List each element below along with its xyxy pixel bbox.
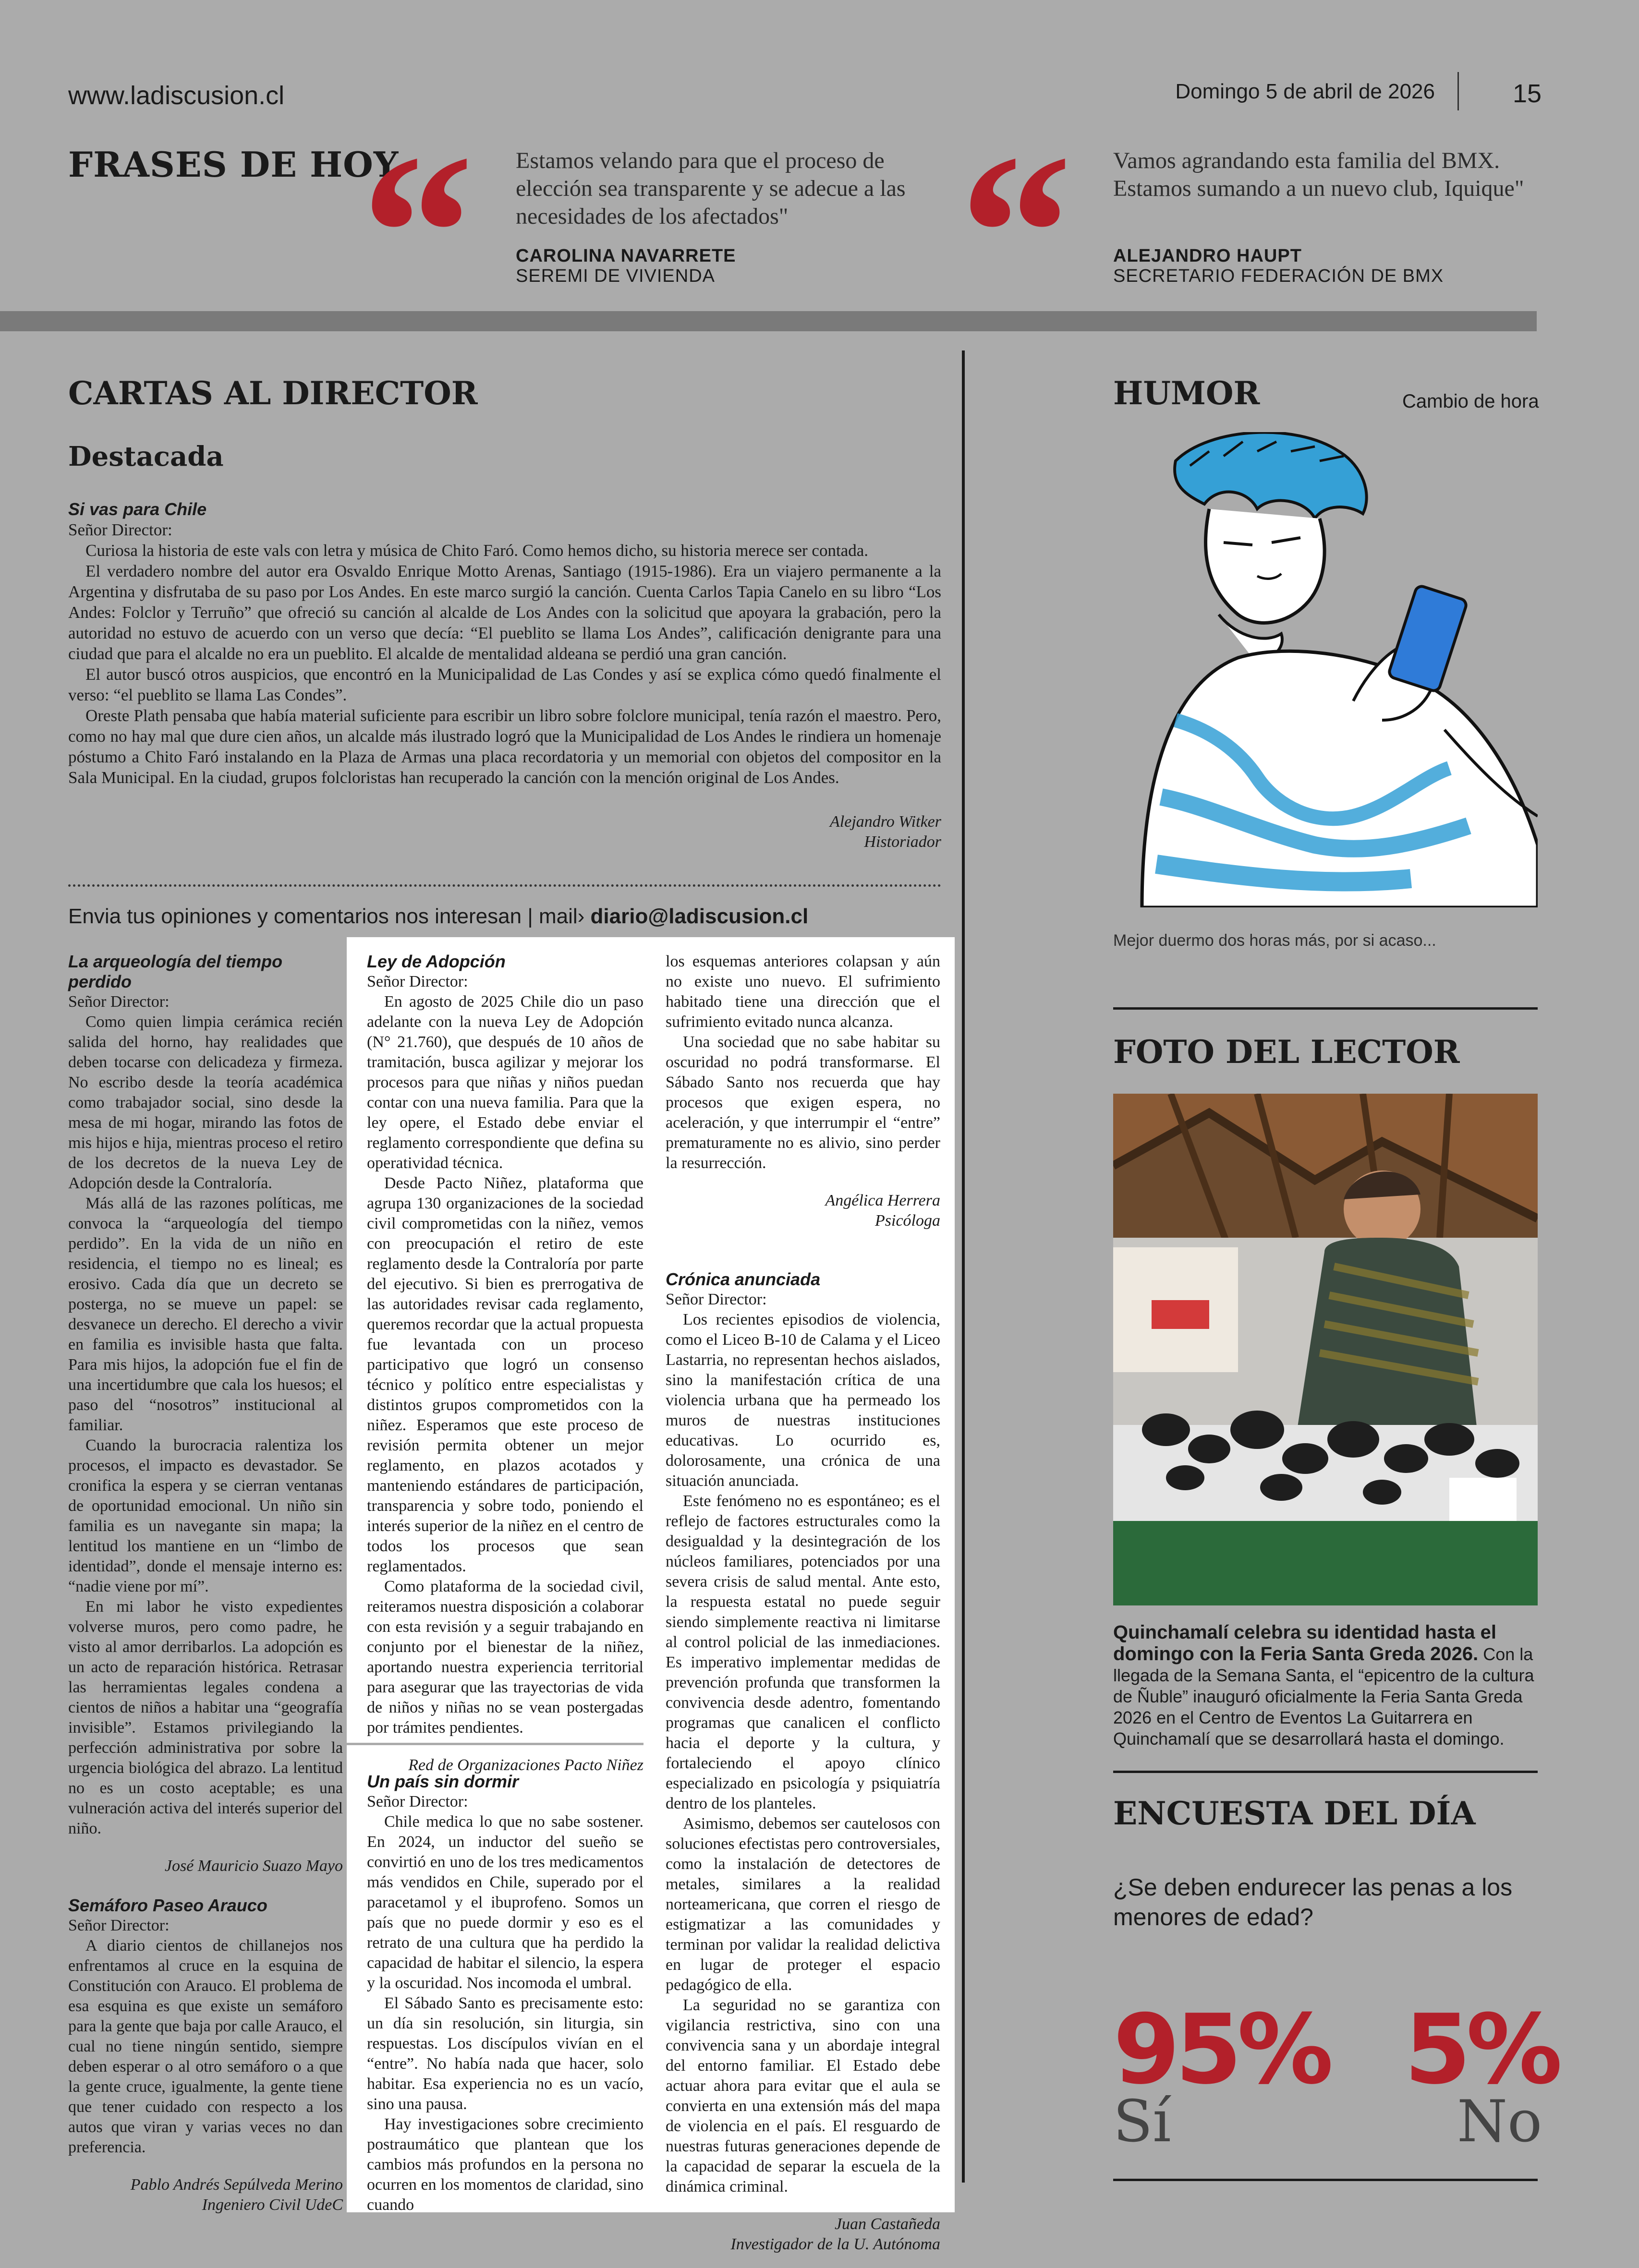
letter-salute: Señor Director: (367, 973, 468, 990)
humor-title: HUMOR (1113, 374, 1260, 412)
letter-paragraph: En mi labor he visto expedientes volverse muros, pero como padre, he visto al amor derribarlos. La adopción es un acto de reparación histórica. Retrasar las herramientas legales condena a cientos de niños a habitar una “geografía invisible”. Estamos privilegiando la perfección administrativa por sobre la urgencia biológica del abrazo. La lentitud no es un costo aceptable; es una vulneración activa del interés superior del niño. (68, 1598, 343, 1837)
letter-title: Si vas para Chile (68, 499, 207, 519)
letter-paragraph: El Sábado Santo es precisamente esto: un día sin resolución, sin liturgia, sin respuestas. Los discípulos vivían en el “entre”. No había nada que hacer, solo habitar. Esa experiencia no es un vacío, sino una pausa. (367, 1994, 643, 2113)
letter-salute: Señor Director: (367, 1793, 468, 1810)
quote-author-2: ALEJANDRO HAUPT (1113, 246, 1302, 266)
poll-no-label: No (1457, 2088, 1542, 2155)
letter-paragraph: Como quien limpia cerámica recién salida del horno, hay realidades que deben tocarse con delicadeza y firmeza. No escribo desde la teoría académica como trabajador social, sino desde la mesa de mi hogar, mirando las fotos de mis hijos e hija, mientras proceso el retiro de los decretos de la nueva Ley de Adopción desde la Contraloría. (68, 1013, 343, 1192)
letter-paragraph: La seguridad no se garantiza con vigilancia restrictiva, sino con una convivencia sana y un abordaje integral del entorno familiar. El Estado debe actuar ahora para evitar que el aula se convierta en una extensión más del mapa de violencia en el país. El resguardo de nuestras futuras generaciones depende de la capacidad de separar la escuela de la dinámica criminal. (666, 1996, 940, 2196)
letter-paragraph: A diario cientos de chillanejos nos enfrentamos al cruce en la esquina de Constitución con Arauco. El problema de esa esquina es que existe un semáforo para la gente que baja por calle Arauco, el cual no tiene ningún sentido, siempre deben esperar o al otro semáforo o a que la gente cruce, igualmente, la gente tiene que tener cuidado con respecto a los autos que viran y varias veces no dan preferencia. (68, 1937, 343, 2156)
humor-cartoon-image (1113, 432, 1538, 907)
letter-paragraph: Chile medica lo que no sabe sostener. En 2024, un inductor del sueño se convirtió en uno de los tres medicamentos más vendidos en Chile, superado por el paracetamol y el ibuprofeno. Somos un país que no puede dormir y eso es el retrato de una cultura que ha perdido la capacidad de habitar el silencio, la espera y la oscuridad. Nos incomoda el umbral. (367, 1813, 643, 1992)
letter-title: Semáforo Paseo Arauco (68, 1895, 267, 1915)
submit-text: Envia tus opiniones y comentarios nos interesan | mail› (68, 905, 585, 928)
poll-no-percent: 5% (1404, 1994, 1558, 2106)
encuesta-title: ENCUESTA DEL DÍA (1113, 1795, 1476, 1832)
box-divider (347, 1743, 643, 1745)
letter-paragraph: Una sociedad que no sabe habitar su oscuridad no podrá transformarse. El Sábado Santo nos recuerda que hay procesos que exigen espera, no aceleración, y que interrumpir el “entre” prematuramente no es alivio, sino perder la resurrección. (666, 1033, 940, 1172)
letter-signature: Angélica Herrera (825, 1192, 940, 1209)
featured-letter (68, 499, 941, 852)
letter-signature: Alejandro Witker (830, 813, 941, 831)
column-divider (962, 350, 965, 2183)
section-rule (1113, 1007, 1538, 1010)
letter-signature: José Mauricio Suazo Mayo (164, 1857, 343, 1875)
submit-opinions (68, 905, 808, 929)
letter-signature-role: Psicóloga (875, 1212, 940, 1230)
humor-caption: Mejor duermo dos horas más, por si acaso... (1113, 931, 1436, 950)
letter-paragraph: los esquemas anteriores colapsan y aún no existe uno nuevo. El sufrimiento habitado tiene una dirección que el sufrimiento evitado nunca alcanza. (666, 953, 940, 1031)
letter-paragraph: Desde Pacto Niñez, plataforma que agrupa 130 organizaciones de la sociedad civil comprometidas con la niñez, vemos con preocupación el retiro de este reglamento desde la Contraloría por parte del ejecutivo. Si bien es prerrogativa de las autoridades revisar cada reglamento, queremos recordar que la actual propuesta fue levantada con un proceso participativo que logró un consenso técnico y político entre especialistas y distintos grupos comprometidos con la niñez. Esperamos que este proceso de revisión permita obtener un mejor reglamento, en plazos acotados y manteniendo estándares de participación, transparencia y sobre todo, poniendo el interés superior de la niñez en el centro de todos los procesos que sean reglamentados. (367, 1174, 643, 1575)
section-rule (0, 311, 1537, 331)
issue-date: Domingo 5 de abril de 2026 (1175, 80, 1435, 103)
quote-role-2: SECRETARIO FEDERACIÓN DE BMX (1113, 266, 1444, 286)
letter-paragraph: Como plataforma de la sociedad civil, reiteramos nuestra disposición a colaborar con esta revisión y a seguir trabajando en conjunto por el bienestar de la niñez, aportando nuestra experiencia territorial para asegurar que las trayectorias de vida de niños y niñas no se vean postergadas por trámites pendientes. (367, 1578, 643, 1737)
quote-icon: “ (959, 120, 1072, 264)
foto-caption-headline: Quinchamalí celebra su identidad hasta el domingo con la Feria Santa Greda 2026. (1113, 1622, 1497, 1665)
letter-paragraph: Cuando la burocracia ralentiza los procesos, el impacto es devastador. Se cronifica la espera y se cierran ventanas de oportunidad emocional. Un niño sin familia es un navegante sin mapa; la lentitud los mantiene en un “limbo de identidad”, donde el mensaje interno es: “nadie viene por mí”. (68, 1436, 343, 1595)
letter-paragraph: El autor buscó otros auspicios, que encontró en la Municipalidad de Las Condes y así se explica cómo quedó finalmente el verso: “el pueblito se llama Las Condes”. (68, 665, 941, 704)
destacada-label: Destacada (68, 441, 224, 472)
quote-text-2: Vamos agrandando esta familia del BMX. Estamos sumando a un nuevo club, Iquique" (1113, 148, 1524, 201)
quote-icon: “ (361, 120, 474, 264)
letter-paragraph: En agosto de 2025 Chile dio un paso adelante con la nueva Ley de Adopción (N° 21.760), que después de 10 años de tramitación, busca agilizar y mejorar los procesos para que niñas y niños puedan contar con una nueva familia. Para que la ley opere, el Estado debe enviar el reglamento correspondiente que defina su operatividad técnica. (367, 993, 643, 1172)
submit-email-link[interactable]: diario@ladiscusion.cl (590, 905, 809, 928)
site-url[interactable]: www.ladiscusion.cl (68, 81, 285, 110)
letter-salute: Señor Director: (68, 520, 172, 539)
humor-subtitle: Cambio de hora (1402, 391, 1539, 412)
quote-text-1: Estamos velando para que el proceso de elección sea transparente y se adecue a las necesidades de los afectados" (516, 148, 906, 229)
letter-paragraph: Más allá de las razones políticas, me convoca la “arqueología del tiempo perdido”. En la vida de un niño en residencia, el tiempo no es lineal; es erosivo. Cada día que un decreto se posterga, no se mueve un papel: se desvanece un derecho. El derecho a vivir en familia es invisible hasta que falta. Para mis hijos, la adopción fue el fin de una incertidumbre que cala los huesos; el paso del “nosotros” institucional al familiar. (68, 1194, 343, 1434)
page-number: 15 (1513, 79, 1542, 108)
letter-paragraph: Los recientes episodios de violencia, como el Liceo B-10 de Calama y el Liceo Lastarria, no representan hechos aislados, sino la manifestación crítica de una violencia urbana que ha permeado los muros de nuestras instituciones educativas. Lo ocurrido es, dolorosamente, una crónica de una situación anunciada. (666, 1311, 940, 1490)
letter-paragraph: Oreste Plath pensaba que había material suficiente para escribir un libro sobre folclore municipal, tenía razón el maestro. Pero, como no hay mal que dure cien años, un alcalde más ilustrado logró que la Municipalidad de Los Andes le rindiera un homenaje póstumo a Chito Faró instalando en la Plaza de Armas una placa recordatoria y un memorial con objetos del compositor en la Sala Municipal. En la ciudad, grupos folcloristas han recuperado la canción con la mención original de Los Andes. (68, 706, 941, 787)
poll-yes-label: Sí (1113, 2088, 1171, 2155)
letter-signature: Pablo Andrés Sepúlveda Merino (130, 2176, 343, 2194)
reader-photo-image (1113, 1094, 1538, 1605)
cartas-title: CARTAS AL DIRECTOR (68, 374, 478, 412)
frases-title: FRASES DE HOY (68, 144, 399, 185)
letter-signature-role: Historiador (864, 833, 941, 851)
letters-column-3 (666, 952, 940, 2255)
foto-caption (1113, 1622, 1538, 1749)
letter-paragraph: Curiosa la historia de este vals con letra y música de Chito Faró. Como hemos dicho, su historia merece ser contada. (85, 541, 868, 560)
letter-signature: Juan Castañeda (834, 2215, 940, 2233)
letter-title: Un país sin dormir (367, 1772, 519, 1791)
letters-column-1 (68, 952, 343, 2215)
letter-title: Crónica anunciada (666, 1269, 821, 1289)
letter-paragraph: El verdadero nombre del autor era Osvaldo Enrique Motto Arenas, Santiago (1915-1986). Era un viajero permanente a la Argentina y disfrutaba de su paso por Los Andes. En este marco surgió la canción. Cuenta Carlos Tapia Canelo en su libro “Los Andes: Folclor y Terruño” que ofreció su canción al alcalde de Los Andes con la solicitud que apoyara la grabación, pero la autoridad no estuvo de acuerdo con un verso que decía: “El pueblito se llama Los Andes”, calificación denigrante para una ciudad que para el alcalde no era un pueblito. El alcalde de mentalidad aldeana se perdió una gran canción. (68, 562, 941, 663)
letter-paragraph: Este fenómeno no es espontáneo; es el reflejo de factores estructurales como la desigualdad y la desintegración de los núcleos familiares, potenciados por una severa crisis de salud mental. Ante esto, la respuesta estatal no puede seguir siendo simplemente reactiva ni limitarse al control policial de las inmediaciones. Es imperativo implementar medidas de prevención profunda que transformen la convivencia desde adentro, fomentando programas que canalicen el conflicto hacia el deporte y la cultura, y fortaleciendo el apoyo clínico especializado en psicología y psiquiatría dentro de los planteles. (666, 1492, 940, 1812)
letters-column-2b (367, 1772, 643, 2215)
foto-title: FOTO DEL LECTOR (1113, 1033, 1460, 1071)
letters-column-2 (367, 952, 643, 1775)
section-rule (1113, 2179, 1538, 2181)
quote-author-1: CAROLINA NAVARRETE (516, 246, 736, 266)
letter-title: La arqueología del tiempo perdido (68, 952, 283, 991)
letter-paragraph: Asimismo, debemos ser cautelosos con soluciones efectistas pero controversiales, como la instalación de detectores de metales, similares a la realidad norteamericana, que corren el riesgo de estigmatizar a las comunidades y terminan por validar la realidad delictiva en lugar de proteger el espacio pedagógico de ella. (666, 1815, 940, 1994)
encuesta-question: ¿Se deben endurecer las penas a los menores de edad? (1113, 1874, 1513, 1930)
poll-yes-percent: 95% (1113, 1994, 1329, 2106)
section-rule (1113, 1771, 1538, 1773)
letter-salute: Señor Director: (68, 993, 170, 1011)
quote-role-1: SEREMI DE VIVIENDA (516, 266, 715, 286)
divider (1457, 72, 1459, 110)
letter-paragraph: Hay investigaciones sobre crecimiento postraumático que plantean que los cambios más profundos en la persona no ocurren en los momentos de claridad, sino cuando (367, 2115, 643, 2214)
letter-signature-role: Investigador de la U. Autónoma (730, 2235, 940, 2253)
foto-caption-text: Con la llegada de la Semana Santa, el “epicentro de la cultura de Ñuble” inauguró oficialmente la Feria Santa Greda 2026 en el Centro de Eventos La Guitarrera en Quinchamalí que se desarrollará hasta el domingo. (1113, 1644, 1534, 1749)
letter-salute: Señor Director: (666, 1291, 767, 1308)
dotted-divider (68, 884, 941, 887)
letter-signature-role: Ingeniero Civil UdeC (202, 2196, 343, 2214)
letter-salute: Señor Director: (68, 1917, 170, 1934)
letter-signature: Red de Organizaciones Pacto Niñez (408, 1756, 643, 1774)
letter-title: Ley de Adopción (367, 952, 506, 971)
